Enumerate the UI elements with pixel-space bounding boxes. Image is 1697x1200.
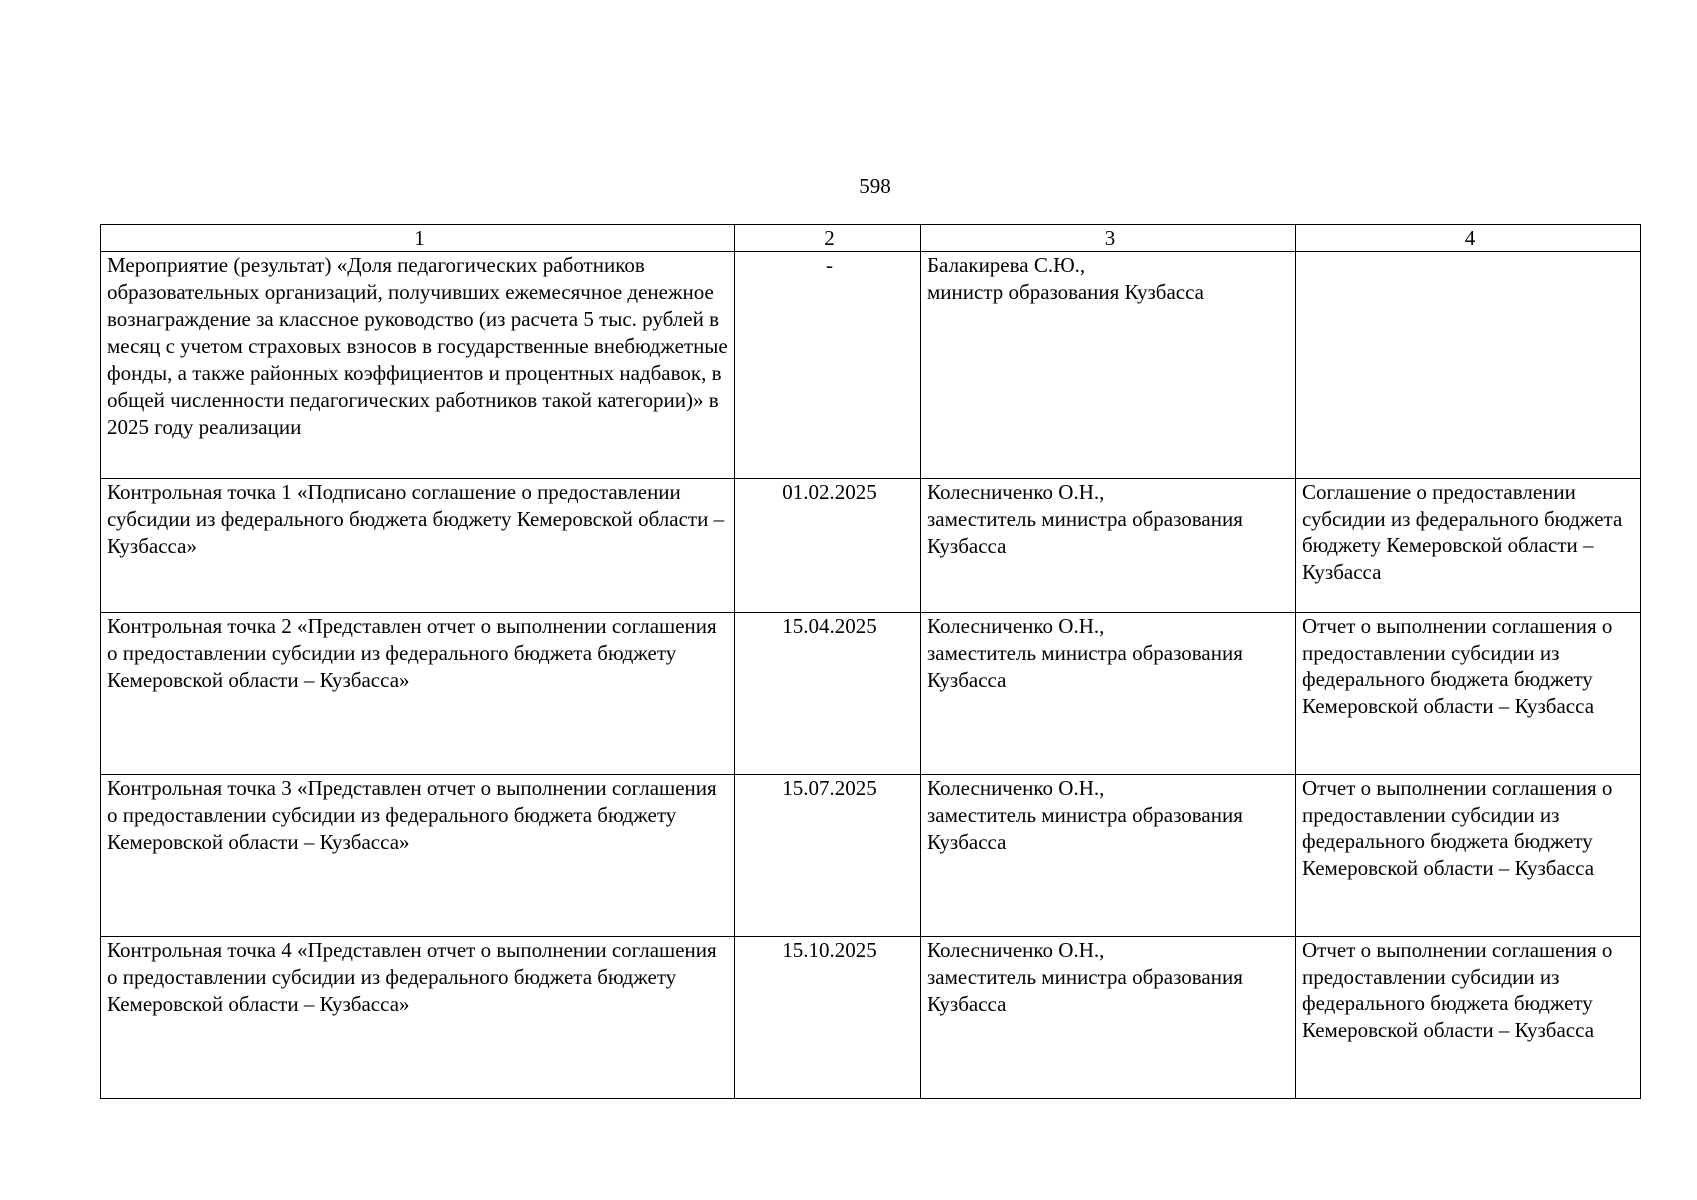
- result-document-cell: [1296, 252, 1641, 479]
- responsible-name: Колесниченко О.Н.,: [927, 480, 1105, 504]
- column-header-2: 2: [735, 225, 921, 252]
- event-name-cell: Мероприятие (результат) «Доля педагогических работников образовательных организаций, получивших ежемесячное денежное вознаграждение за классное руководство (из расчета 5 тыс. рублей в месяц с учетом страховых взносов в государственные внебюджетные фонды, а также районных коэффициентов и процентных надбавок, в общей численности педагогических работников такой категории)» в 2025 году реализации: [101, 252, 735, 479]
- responsible-name: Балакирева С.Ю.,: [927, 253, 1086, 277]
- responsible-cell: [921, 775, 1296, 937]
- control-point-name-cell: Контрольная точка 1 «Подписано соглашение о предоставлении субсидии из федерального бюджета бюджету Кемеровской области – Кузбасса»: [101, 479, 735, 613]
- date-cell: 01.02.2025: [735, 479, 921, 613]
- date-cell: -: [735, 252, 921, 479]
- responsible-position: заместитель министра образования Кузбасса: [927, 507, 1243, 558]
- control-point-name-cell: Контрольная точка 2 «Представлен отчет о выполнении соглашения о предоставлении субсидии из федерального бюджета бюджету Кемеровской области – Кузбасса»: [101, 613, 735, 775]
- responsible-name: Колесниченко О.Н.,: [927, 614, 1105, 638]
- responsible-cell: [921, 613, 1296, 775]
- date-cell: 15.10.2025: [735, 937, 921, 1099]
- column-header-3: 3: [921, 225, 1296, 252]
- responsible-position: заместитель министра образования Кузбасса: [927, 965, 1243, 1016]
- date-cell: 15.07.2025: [735, 775, 921, 937]
- result-document-cell: Отчет о выполнении соглашения о предоставлении субсидии из федерального бюджета бюджету Кемеровской области – Кузбасса: [1296, 937, 1641, 1099]
- result-document-cell: Соглашение о предоставлении субсидии из федерального бюджета бюджету Кемеровской области – Кузбасса: [1296, 479, 1641, 613]
- control-point-name-cell: Контрольная точка 3 «Представлен отчет о выполнении соглашения о предоставлении субсидии из федерального бюджета бюджету Кемеровской области – Кузбасса»: [101, 775, 735, 937]
- result-document-cell: Отчет о выполнении соглашения о предоставлении субсидии из федерального бюджета бюджету Кемеровской области – Кузбасса: [1296, 613, 1641, 775]
- responsible-name: Колесниченко О.Н.,: [927, 776, 1105, 800]
- date-cell: 15.04.2025: [735, 613, 921, 775]
- responsible-position: заместитель министра образования Кузбасса: [927, 803, 1243, 854]
- responsible-position: министр образования Кузбасса: [927, 280, 1204, 304]
- table-row: [101, 775, 1641, 937]
- responsible-cell: [921, 252, 1296, 479]
- column-header-4: 4: [1296, 225, 1641, 252]
- table-header-row: [101, 225, 1641, 252]
- table-row: [101, 937, 1641, 1099]
- responsible-cell: [921, 479, 1296, 613]
- control-point-name-cell: Контрольная точка 4 «Представлен отчет о выполнении соглашения о предоставлении субсидии из федерального бюджета бюджету Кемеровской области – Кузбасса»: [101, 937, 735, 1099]
- responsible-position: заместитель министра образования Кузбасса: [927, 641, 1243, 692]
- responsible-cell: [921, 937, 1296, 1099]
- responsible-name: Колесниченко О.Н.,: [927, 938, 1105, 962]
- column-header-1: 1: [101, 225, 735, 252]
- page-number: 598: [859, 174, 891, 198]
- table-row: [101, 252, 1641, 479]
- table-row: [101, 479, 1641, 613]
- activity-table: [100, 224, 1641, 1099]
- result-document-cell: Отчет о выполнении соглашения о предоставлении субсидии из федерального бюджета бюджету Кемеровской области – Кузбасса: [1296, 775, 1641, 937]
- table-row: [101, 613, 1641, 775]
